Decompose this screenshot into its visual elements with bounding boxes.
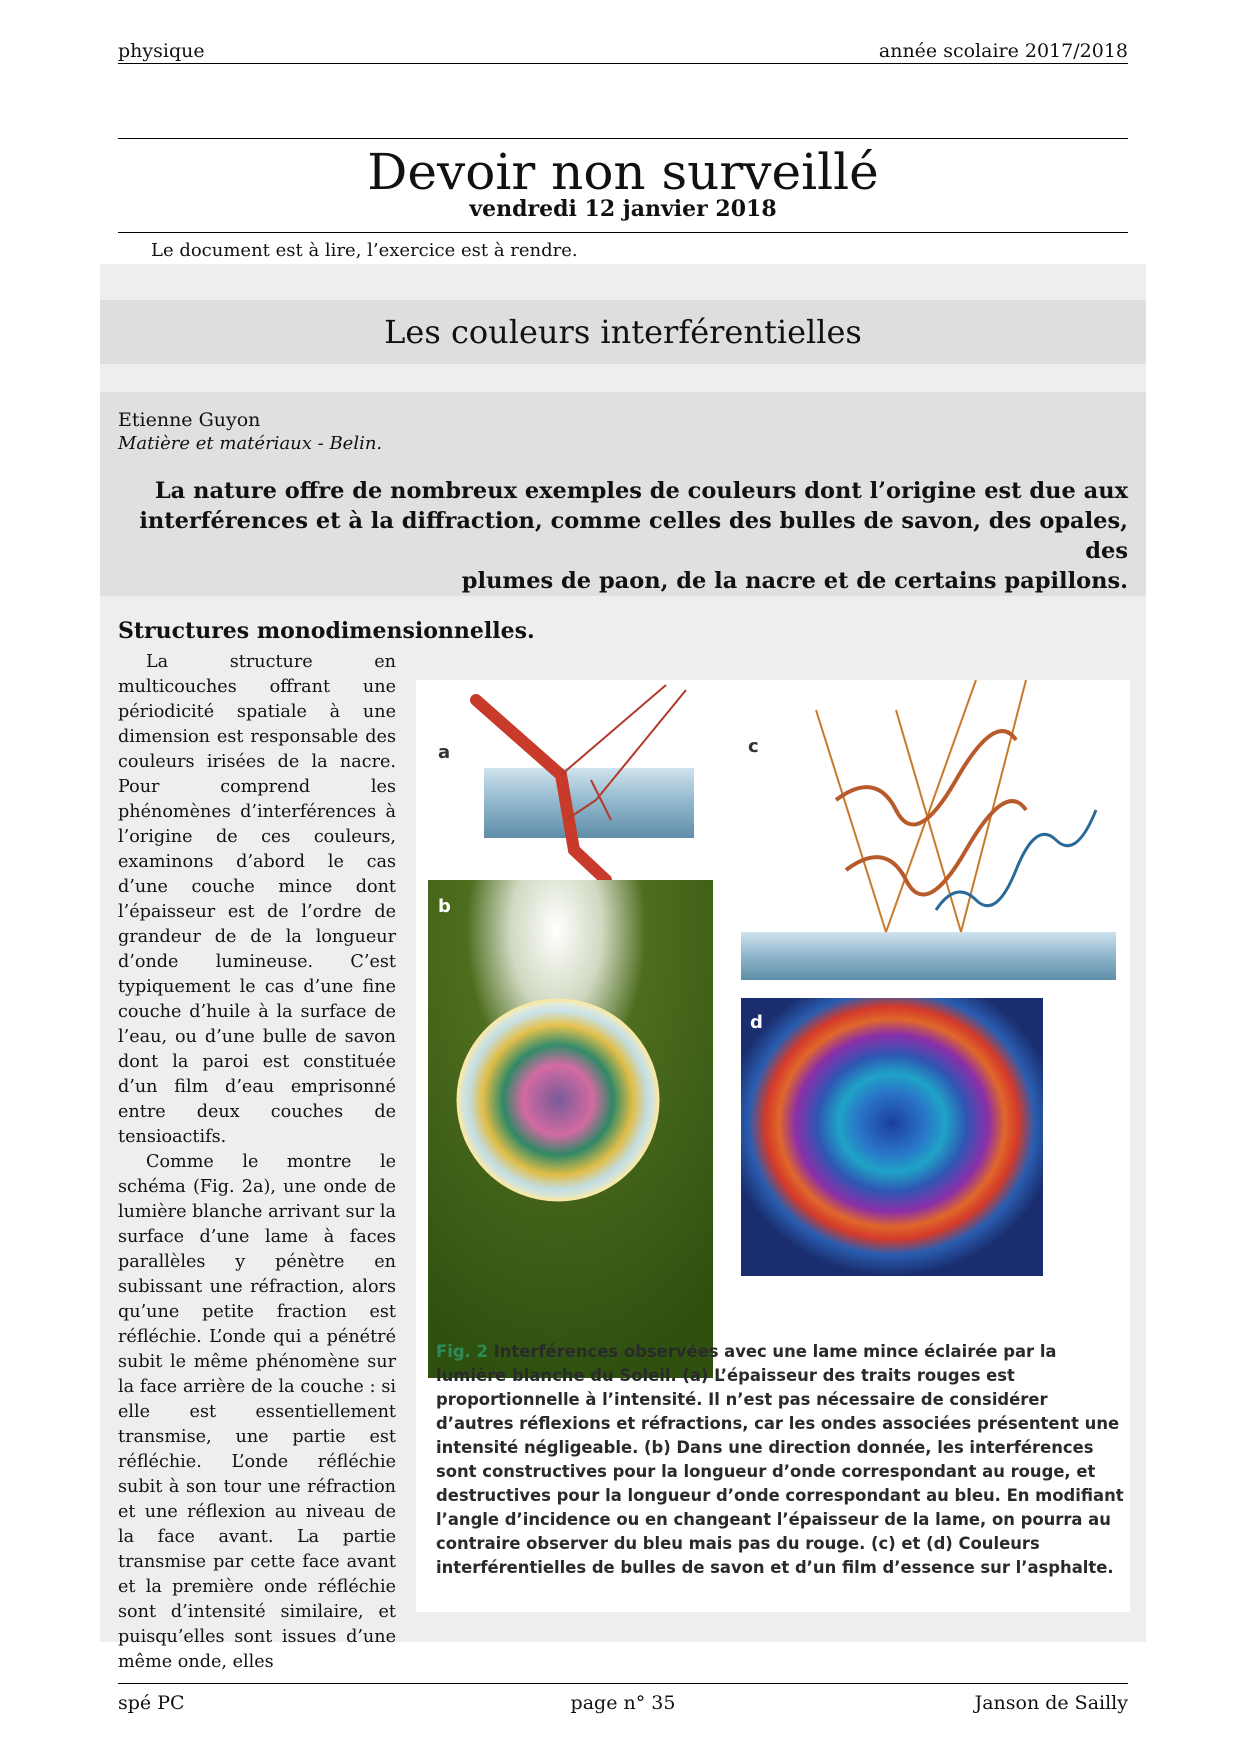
footer-page-number: page n° 35 [570, 1692, 676, 1714]
footer-class: spé PC [118, 1692, 185, 1714]
section-title: Les couleurs interférentielles [100, 300, 1146, 364]
subheading: Structures monodimensionnelles. [118, 618, 535, 644]
abstract-line-2: interférences et à la diffraction, comme celles des bulles de savon, des opales, des [139, 508, 1128, 564]
title-bottom-rule [118, 232, 1128, 233]
footer-school: Janson de Sailly [974, 1692, 1128, 1714]
header-school-year: année scolaire 2017/2018 [878, 40, 1128, 62]
section-top-band [100, 264, 1146, 300]
header-subject: physique [118, 40, 205, 62]
label-c: c [748, 736, 759, 757]
page-header [118, 40, 1128, 64]
abstract-line-3: plumes de paon, de la nacre et de certains papillons. [461, 568, 1128, 594]
instruction-note: Le document est à lire, l’exercice est à rendre. [151, 240, 578, 261]
abstract-line-1: La nature offre de nombreux exemples de couleurs dont l’origine est due aux [154, 478, 1128, 504]
page-footer [118, 1683, 1128, 1713]
title-top-rule [118, 138, 1128, 139]
label-d: d [750, 1012, 763, 1033]
abstract [118, 476, 1128, 596]
paragraph-1: La structure en multicouches offrant une périodicité spatiale à une dimension est responsable des couleurs irisées de la nacre. Pour comprend les phénomènes d’interférences à l’origine de ces couleurs, examinons d’abord le cas d’une couche mince dont l’épaisseur est de l’ordre de grandeur de de la longueur d’onde lumineuse. C’est typiquement le cas d’une fine couche d’huile à la surface de l’eau, ou d’une bulle de savon dont la paroi est constituée d’un film d’eau emprisonné entre deux couches de tensioactifs. [118, 652, 396, 1147]
label-a: a [438, 742, 451, 763]
section-mid-band [100, 364, 1146, 392]
source: Matière et matériaux - Belin. [118, 433, 383, 454]
text-column [118, 650, 396, 1675]
paragraph-2: Comme le montre le schéma (Fig. 2a), une onde de lumière blanche arrivant sur la surface d’une lame à faces parallèles y pénètre en subissant une réfraction, alors qu’une petite fraction est réfléchie. L’onde qui a pénétré subit le même phénomène sur la face arrière de la couche : si elle est essentiellement transmise, une partie est réfléchie. L’onde réfléchie subit à son tour une réfraction et une réflexion au niveau de la face avant. La partie transmise par cette face avant et la première onde réfléchie sont d’intensité similaire, et puisqu’elles sont issues d’une même onde, elles [118, 1152, 396, 1672]
label-b: b [438, 896, 451, 917]
caption-figure-number: Fig. 2 [436, 1342, 488, 1361]
author: Etienne Guyon [118, 409, 261, 431]
caption-text: Interférences observées avec une lame mince éclairée par la lumière blanche du Soleil. (a) L’épaisseur des traits rouges est proportionnelle à l’intensité. Il n’est pas nécessaire de considérer d’autres réflexions et réfractions, car les ondes associées présentent une intensité négligeable. (b) Dans une direction donnée, les interférences sont constructives pour la longueur d’onde correspondant au rouge, et destructives pour la longueur d’onde correspondant au bleu. En modifiant l’angle d’incidence ou en changeant l’épaisseur de la lame, on pourra au contraire observer du bleu mais pas du rouge. (c) et (d) Couleurs interférentielles de bulles de savon et d’un film d’essence sur l’asphalte. [436, 1342, 1124, 1577]
page-title: Devoir non surveillé [367, 143, 879, 201]
figure-caption [436, 1340, 1126, 1580]
page-date: vendredi 12 janvier 2018 [469, 196, 777, 222]
